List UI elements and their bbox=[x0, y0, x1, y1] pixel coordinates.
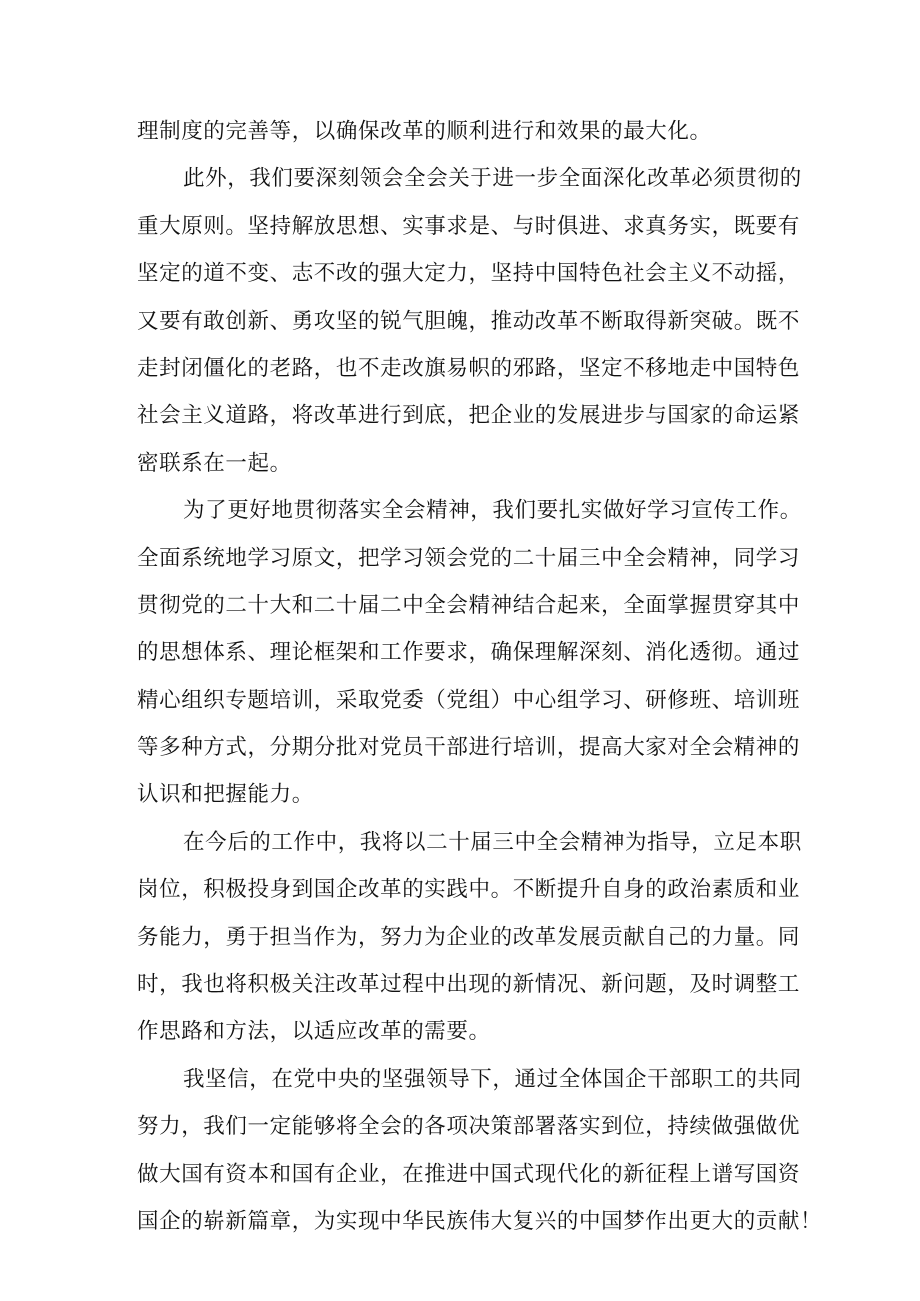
paragraph-line: 全面系统地学习原文，把学习领会党的二十届三中全会精神，同学习 bbox=[137, 545, 801, 571]
paragraph-2 bbox=[137, 155, 802, 487]
paragraph-line: 密联系在一起。 bbox=[137, 450, 292, 476]
paragraph-line: 岗位，积极投身到国企改革的实践中。不断提升自身的政治素质和业 bbox=[137, 877, 801, 903]
paragraph-line: 国企的崭新篇章，为实现中华民族伟大复兴的中国梦作出更大的贡献！ bbox=[137, 1208, 823, 1234]
paragraph-line: 贯彻党的二十大和二十届二中全会精神结合起来，全面掌握贯穿其中 bbox=[137, 592, 801, 618]
paragraph-line: 我坚信，在党中央的坚强领导下，通过全体国企干部职工的共同 bbox=[183, 1066, 802, 1092]
paragraph-line: 坚定的道不变、志不改的强大定力，坚持中国特色社会主义不动摇， bbox=[137, 261, 801, 287]
paragraph-line: 等多种方式，分期分批对党员干部进行培训，提高大家对全会精神的 bbox=[137, 735, 801, 761]
paragraph-line: 走封闭僵化的老路，也不走改旗易帜的邪路，坚定不移地走中国特色 bbox=[137, 355, 801, 381]
paragraph-line: 努力，我们一定能够将全会的各项决策部署落实到位，持续做强做优 bbox=[137, 1114, 801, 1140]
paragraph-line: 作思路和方法，以适应改革的需要。 bbox=[137, 1019, 491, 1045]
paragraph-line: 务能力，勇于担当作为，努力为企业的改革发展贡献自己的力量。同 bbox=[137, 924, 801, 950]
paragraph-line: 做大国有资本和国有企业，在推进中国式现代化的新征程上谱写国资 bbox=[137, 1161, 801, 1187]
paragraph-line: 理制度的完善等，以确保改革的顺利进行和效果的最大化。 bbox=[137, 119, 712, 144]
paragraph-line: 此外，我们要深刻领会全会关于进一步全面深化改革必须贯彻的 bbox=[183, 166, 802, 192]
document-body bbox=[137, 108, 823, 1245]
paragraph-line: 为了更好地贯彻落实全会精神，我们要扎实做好学习宣传工作。 bbox=[183, 498, 802, 524]
paragraph-line: 精心组织专题培训，采取党委（党组）中心组学习、研修班、培训班 bbox=[137, 687, 801, 713]
paragraph-line: 时，我也将积极关注改革过程中出现的新情况、新问题，及时调整工 bbox=[137, 972, 801, 998]
paragraph-5 bbox=[137, 1056, 823, 1246]
paragraph-line: 的思想体系、理论框架和工作要求，确保理解深刻、消化透彻。通过 bbox=[137, 640, 801, 666]
paragraph-line: 社会主义道路，将改革进行到底，把企业的发展进步与国家的命运紧 bbox=[137, 403, 801, 429]
paragraph-line: 又要有敢创新、勇攻坚的锐气胆魄，推动改革不断取得新突破。既不 bbox=[137, 308, 801, 334]
paragraph-1 bbox=[137, 108, 799, 155]
paragraph-line: 重大原则。坚持解放思想、实事求是、与时俱进、求真务实，既要有 bbox=[137, 213, 801, 239]
paragraph-3 bbox=[137, 487, 802, 819]
paragraph-line: 在今后的工作中，我将以二十届三中全会精神为指导，立足本职 bbox=[183, 829, 802, 855]
paragraph-line: 认识和把握能力。 bbox=[137, 782, 314, 808]
paragraph-4 bbox=[137, 819, 802, 1056]
